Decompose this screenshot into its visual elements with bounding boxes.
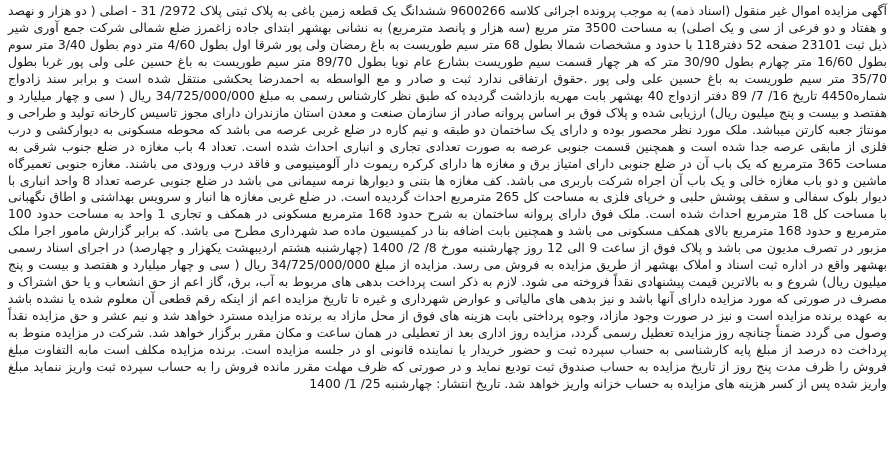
auction-notice-text: آگهی مزایده اموال غیر منقول (اسناد ذمه) به موجب پرونده اجرائی کلاسه 9600266 ششدانگ یک قطعه زمین باغی به پلاک ثبتی پلاک 2972/ 31 - اصلی ( دو هزار و نهصد و هفتاد و دو فرعی از سی و یک اصلی) به مساحت 3500 متر مربع (سه هزار و پانصد مترمربع) به نشانی بهشهر ابتدای جاده زاغمرز ضلع شمالی شرکت جمع آوری شیر ذیل ثبت 23101 صفحه 52 دفتر118 با حدود و مشخصات شمالا بطول 68 متر سیم طوریست به باغ رمضان ولی پور شرقا اول بطول 4/60 متر دوم بطول 3/40 متر سوم بطول 16/60 متر چهارم بطول 30/90 متر که هر چهار قسمت سیم طوریست بشارع عام نویا بطول 89/70 متر سیم طوریست به باغ حسین علی ولی پور غربا بطول 35/70 متر سیم طوریست به باغ حسین علی ولی پور .حقوق ارتفاقی ندارد ثبت و صادر و مع الواسطه به احمدرضا یحکشی منتقل شده است و برابر سند زادواج شماره4450 تاریخ 16/ 7/ 89 دفتر ازدواج 40 بهشهر بابت مهریه بازداشت گردیده که طبق نظر کارشناس رسمی به مبلغ 34/725/000/000 ریال ( سی و چهار میلیارد و هفتصد و بیست و پنج میلیون ریال) ارزیابی شده و پلاک فوق بر اساس پروانه صادر از سازمان صنعت و معدن استان مازندران دارای مجوز تاسیس کارخانه تولید و طراحی و مونتاژ جعبه کارتن میباشد. ملک مورد نظر محصور بوده و دارای یک ساختمان دو طبقه و نیم کاره در ضلع غربی عرصه می باشد که محوطه مسکونی به دیوارکشی و درب فلزی از مابقی عرصه جدا شده است و همچنین قسمت جنوبی عرصه به صورت تعدادی تجاری و انباری احداث شده است. تعداد 4 باب مغازه در ضلع جنوب شرقی به مساحت 365 مترمربع که یک باب آن در ضلع جنوبی دارای امتیاز برق و مغازه ها دارای کرکره ریموت دار آلومینیومی و فاقد درب ورودی می باشند. مغازه جنوبی تعمیرگاه ماشین و دو باب مغازه خالی و یک باب آن اجراه شرکت باربری می باشد. کف مغازه ها بتنی و دیوارها نرمه سیمانی می باشد در ضلع جنوبی عرصه تعداد 8 واحد انباری با دیوار بلوک سفالی و سقف پوشش حلبی و خرپای فلزی به مساحت کل 265 مترمربع احداث گردیده است. در ضلع غربی مغازه ها انبار و سرویس بهداشتی و اطاق نگهبانی با مساحت کل 18 مترمربع احداث شده است. ملک فوق دارای پروانه ساختمان به شرح حدود 168 مترمربع مسکونی در همکف و تجاری 1 واحد به مساحت حدود 100 مترمربع و حدود 168 مترمربع بالای همکف مسکونی می باشد و همچنین بابت اضافه بنا در کمیسیون ماده صد شهرداری مطرح می باشد. که برابر گزارش مامور اجرا ملک مزبور در تصرف مدیون می باشد و پلاک فوق از ساعت 9 الی 12 روز چهارشنبه مورخ 8/ 2/ 1400 (چهارشنبه هشتم اردیبهشت یکهزار و چهارصد) در اجرای اسناد رسمی بهشهر واقع در اداره ثبت اسناد و املاک بهشهر از طریق مزایده به فروش می رسد. مزایده از مبلغ 34/725/000/000 ریال ( سی و چهار میلیارد و هفتصد و بیست و پنج میلیون ریال) شروع و به بالاترین قیمت پیشنهادی نقداً فروخته می شود. لازم به ذکر است پرداخت بدهی های مربوط به آب، برق، گاز اعم از حق انشعاب و یا حق اشتراک و مصرف در صورتی که مورد مزایده دارای آنها باشد و نیز بدهی های مالیاتی و عوارض شهرداری و غیره تا تاریخ مزایده اعم از اینکه رقم قطعی آن معلوم شده یا نشده باشد به عهده برنده مزایده است و نیز در صورت وجود مازاد، وجوه پرداختی بابت هزینه های فوق از محل مازاد به برنده مزایده مسترد خواهد شد و نیم عشر و حق مزایده نقداً وصول می گردد ضمناً چنانچه روز مزایده تعطیل رسمی گردد، مزایده روز اداری بعد از تعطیلی در همان ساعت و مکان مقرر برگزار خواهد شد. شرکت در مزایده منوط به پرداخت ده درصد از مبلغ پایه کارشناسی به حساب سپرده ثبت و حضور خریدار یا نماینده قانونی او در جلسه مزایده است. برنده مزایده مکلف است مابه التفاوت مبلغ فروش را ظرف مدت پنج روز از تاریخ مزایده به حساب صندوق ثبت تودیع نماید و در صورتی که ظرف مهلت مقرر مانده فروش را به حساب سپرده ثبت واریز ننماید مبلغ واریز شده پس از کسر هزینه های مزایده به حساب خزانه واریز خواهد شد. تاریخ انتشار: چهارشنبه 25/ 1/ 1400 (8, 3, 887, 391)
